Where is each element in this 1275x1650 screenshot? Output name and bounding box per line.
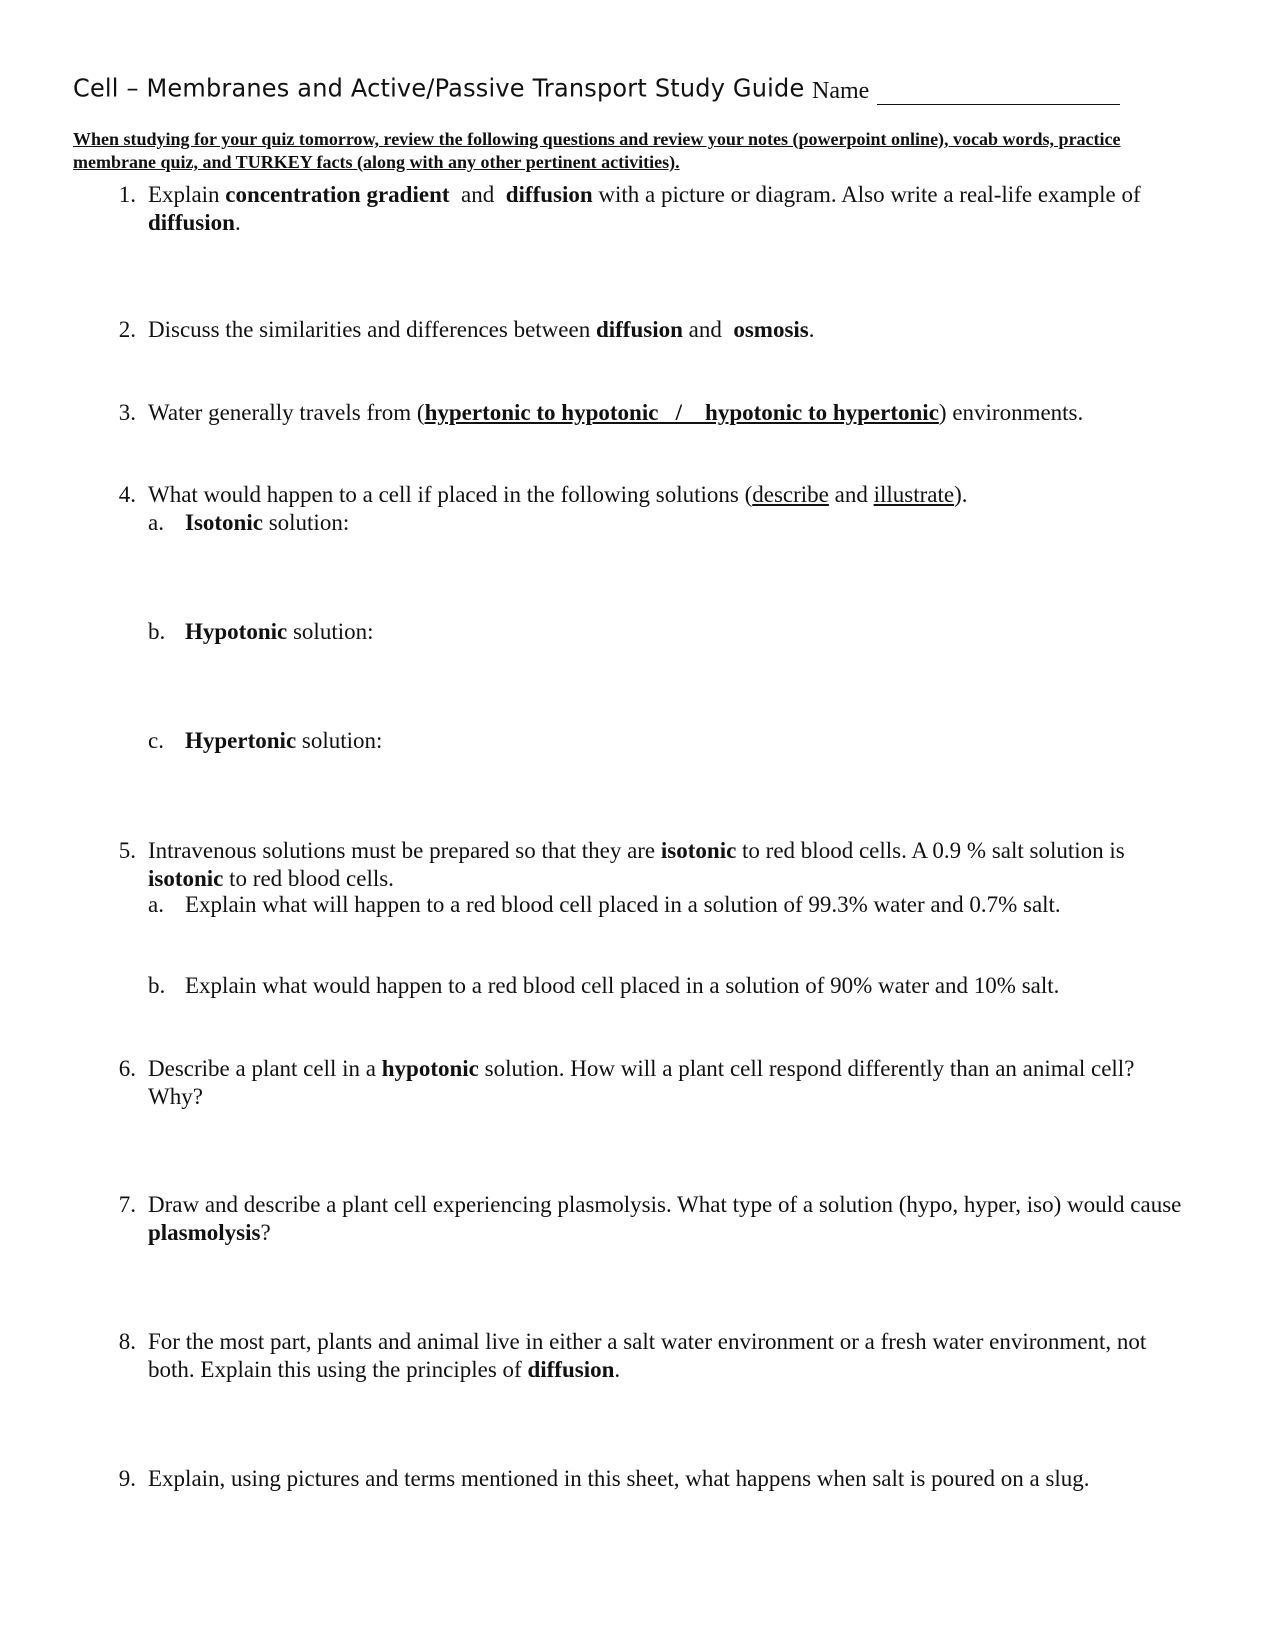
question-1 (100, 181, 1190, 237)
question-7 (100, 1191, 1190, 1247)
question-text: Explain, using pictures and terms mentioned in this sheet, what happens when salt is poured on a slug. (148, 1466, 1090, 1491)
question-4b: b. Hypotonic solution: (148, 619, 374, 644)
question-number: 4. (118, 482, 136, 507)
question-4c: c. Hypertonic solution: (148, 728, 383, 753)
question-text: What would happen to a cell if placed in the following solutions (describe and illustrate). (148, 482, 968, 507)
question-text: Draw and describe a plant cell experiencing plasmolysis. What type of a solution (hypo, hyper, iso) would cause plasmolysis? (148, 1192, 1182, 1245)
question-6 (100, 1055, 1190, 1111)
question-text: Intravenous solutions must be prepared so that they are isotonic to red blood cells. A 0.9 % salt solution is isotonic to red blood cells. (148, 838, 1125, 891)
question-text: Water generally travels from (hypertonic to hypotonic / hypotonic to hypertonic) environments. (148, 400, 1084, 425)
name-label: Name (812, 78, 870, 104)
question-5 (100, 837, 1190, 893)
question-number: 6. (118, 1056, 136, 1081)
question-number: 7. (118, 1192, 136, 1217)
question-4 (100, 481, 1190, 509)
question-5a: a. Explain what will happen to a red blood cell placed in a solution of 99.3% water and 0.7% salt. (148, 892, 1061, 917)
question-number: 5. (118, 838, 136, 863)
question-3 (100, 399, 1190, 427)
question-number: 3. (118, 400, 136, 425)
question-text: For the most part, plants and animal live in either a salt water environment or a fresh water environment, not both. Explain this using the principles of diffusion. (148, 1329, 1147, 1382)
question-8 (100, 1328, 1190, 1384)
name-blank-line (877, 104, 1120, 105)
question-5b: b. Explain what would happen to a red blood cell placed in a solution of 90% water and 10% salt. (148, 973, 1060, 998)
question-text: Describe a plant cell in a hypotonic solution. How will a plant cell respond differently than an animal cell? Why? (148, 1056, 1135, 1109)
question-number: 2. (118, 317, 136, 342)
question-number: 9. (118, 1466, 136, 1491)
question-2 (100, 316, 1190, 344)
question-9 (100, 1465, 1190, 1493)
question-text: Explain concentration gradient and diffusion with a picture or diagram. Also write a real-life example of diffusion. (148, 182, 1141, 235)
question-number: 1. (118, 182, 136, 207)
question-number: 8. (118, 1329, 136, 1354)
question-4a: a. Isotonic solution: (148, 510, 350, 535)
instructions: When studying for your quiz tomorrow, review the following questions and review your notes (powerpoint online), vocab words, practice membrane quiz, and TURKEY facts (along with any other pertinent activities). (73, 129, 1121, 172)
question-text: Discuss the similarities and differences between diffusion and osmosis. (148, 317, 815, 342)
page-title: Cell – Membranes and Active/Passive Transport Study Guide (73, 73, 805, 103)
